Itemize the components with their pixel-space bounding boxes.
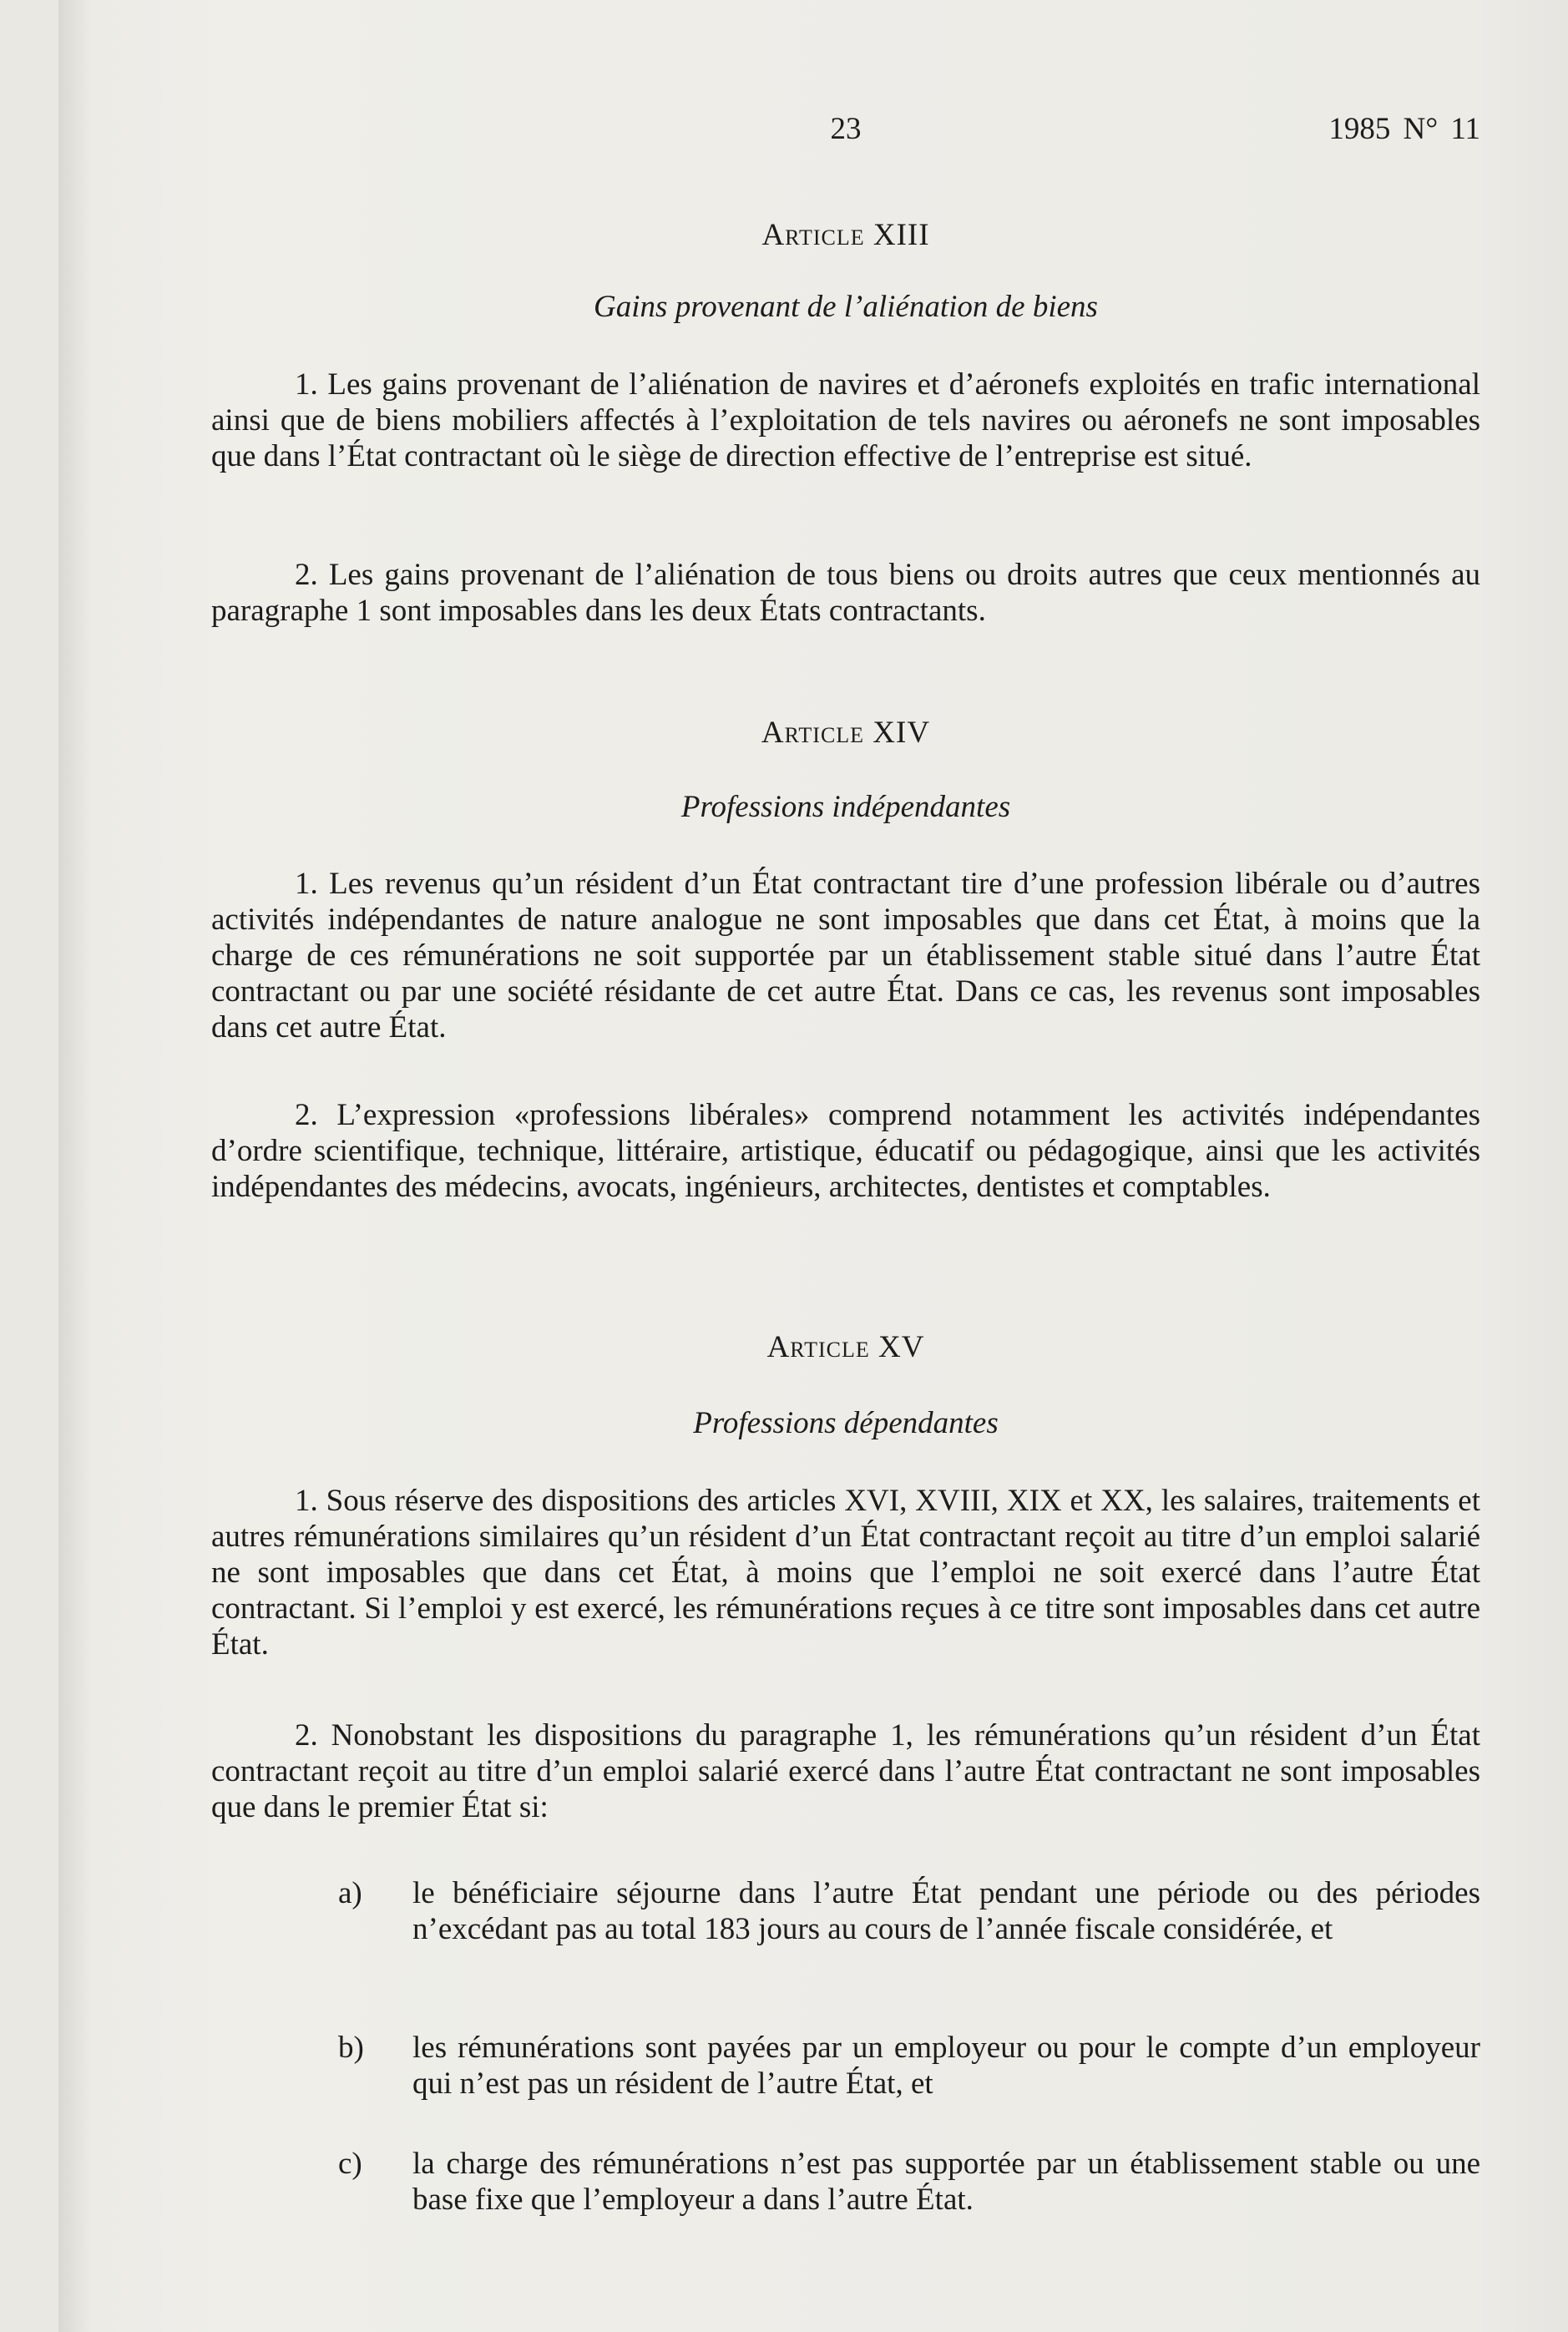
list-item-label: c): [338, 2147, 362, 2181]
list-item-text: la charge des rémunérations n’est pas supportée par un établissement stable ou une base fixe que l’employeur a dans l’autre État.: [412, 2147, 1480, 2217]
article-xiv-paragraph-1: 1. Les revenus qu’un résident d’un État contractant tire d’une profession libérale ou d’autres activités indépendantes de nature analogue ne sont imposables que dans cet État, à moins que la charge de ces rémunérations ne soit supportée par un établissement stable situé dans l’autre État contractant ou par une société résidante de cet autre État. Dans ce cas, les revenus sont imposables dans cet autre État.: [211, 867, 1480, 1045]
article-xiv-paragraph-2: 2. L’expression «professions libérales» comprend notamment les activités indépendantes d’ordre scientifique, technique, littéraire, artistique, éducatif ou pédagogique, ainsi que les activités indépendantes des médecins, avocats, ingénieurs, architectes, dentistes et comptables.: [211, 1098, 1480, 1204]
article-xv-paragraph-2: 2. Nonobstant les dispositions du paragraphe 1, les rémunérations qu’un résident d’un État contractant reçoit au titre d’un emploi salarié exercé dans l’autre État contractant ne sont imposables que dans le premier État si:: [211, 1718, 1480, 1824]
article-xv-subtitle: Professions dépendantes: [693, 1406, 999, 1440]
list-item-label: b): [338, 2031, 364, 2065]
article-xiv-subtitle: Professions indépendantes: [680, 790, 1011, 824]
list-item-label: a): [338, 1876, 362, 1910]
article-xiii-subtitle: Gains provenant de l’aliénation de biens: [594, 290, 1098, 324]
page-number: 23: [830, 112, 862, 146]
list-item-text: le bénéficiaire séjourne dans l’autre État pendant une période ou des périodes n’excédant pas au total 183 jours au cours de l’année fiscale considérée, et: [412, 1876, 1480, 1946]
article-xiv-title: Article XIV: [761, 716, 931, 750]
document-year-number: 1985 N° 11: [1328, 112, 1480, 146]
page-header: [211, 111, 1480, 148]
article-xiii-paragraph-1: 1. Les gains provenant de l’aliénation de navires et d’aéronefs exploités en trafic international ainsi que de biens mobiliers affectés à l’exploitation de tels navires ou aéronefs ne sont imposables que dans l’État contractant où le siège de direction effective de l’entreprise est situé.: [211, 367, 1480, 473]
document-page: [58, 0, 1568, 2332]
article-xv-paragraph-1: 1. Sous réserve des dispositions des articles XVI, XVIII, XIX et XX, les salaires, traitements et autres rémunérations similaires qu’un résident d’un État contractant reçoit au titre d’un emploi salarié ne sont imposables que dans cet État, à moins que l’emploi ne soit exercé dans l’autre État contractant. Si l’emploi y est exercé, les rémunérations reçues à ce titre sont imposables dans cet autre État.: [211, 1484, 1480, 1662]
list-item-text: les rémunérations sont payées par un employeur ou pour le compte d’un employeur qui n’est pas un résident de l’autre État, et: [412, 2031, 1480, 2101]
article-xiii-title: Article XIII: [761, 218, 930, 252]
article-xiii-paragraph-2: 2. Les gains provenant de l’aliénation de tous biens ou droits autres que ceux mentionnés au paragraphe 1 sont imposables dans les deux États contractants.: [211, 558, 1480, 628]
article-xv-title: Article XV: [766, 1330, 925, 1364]
